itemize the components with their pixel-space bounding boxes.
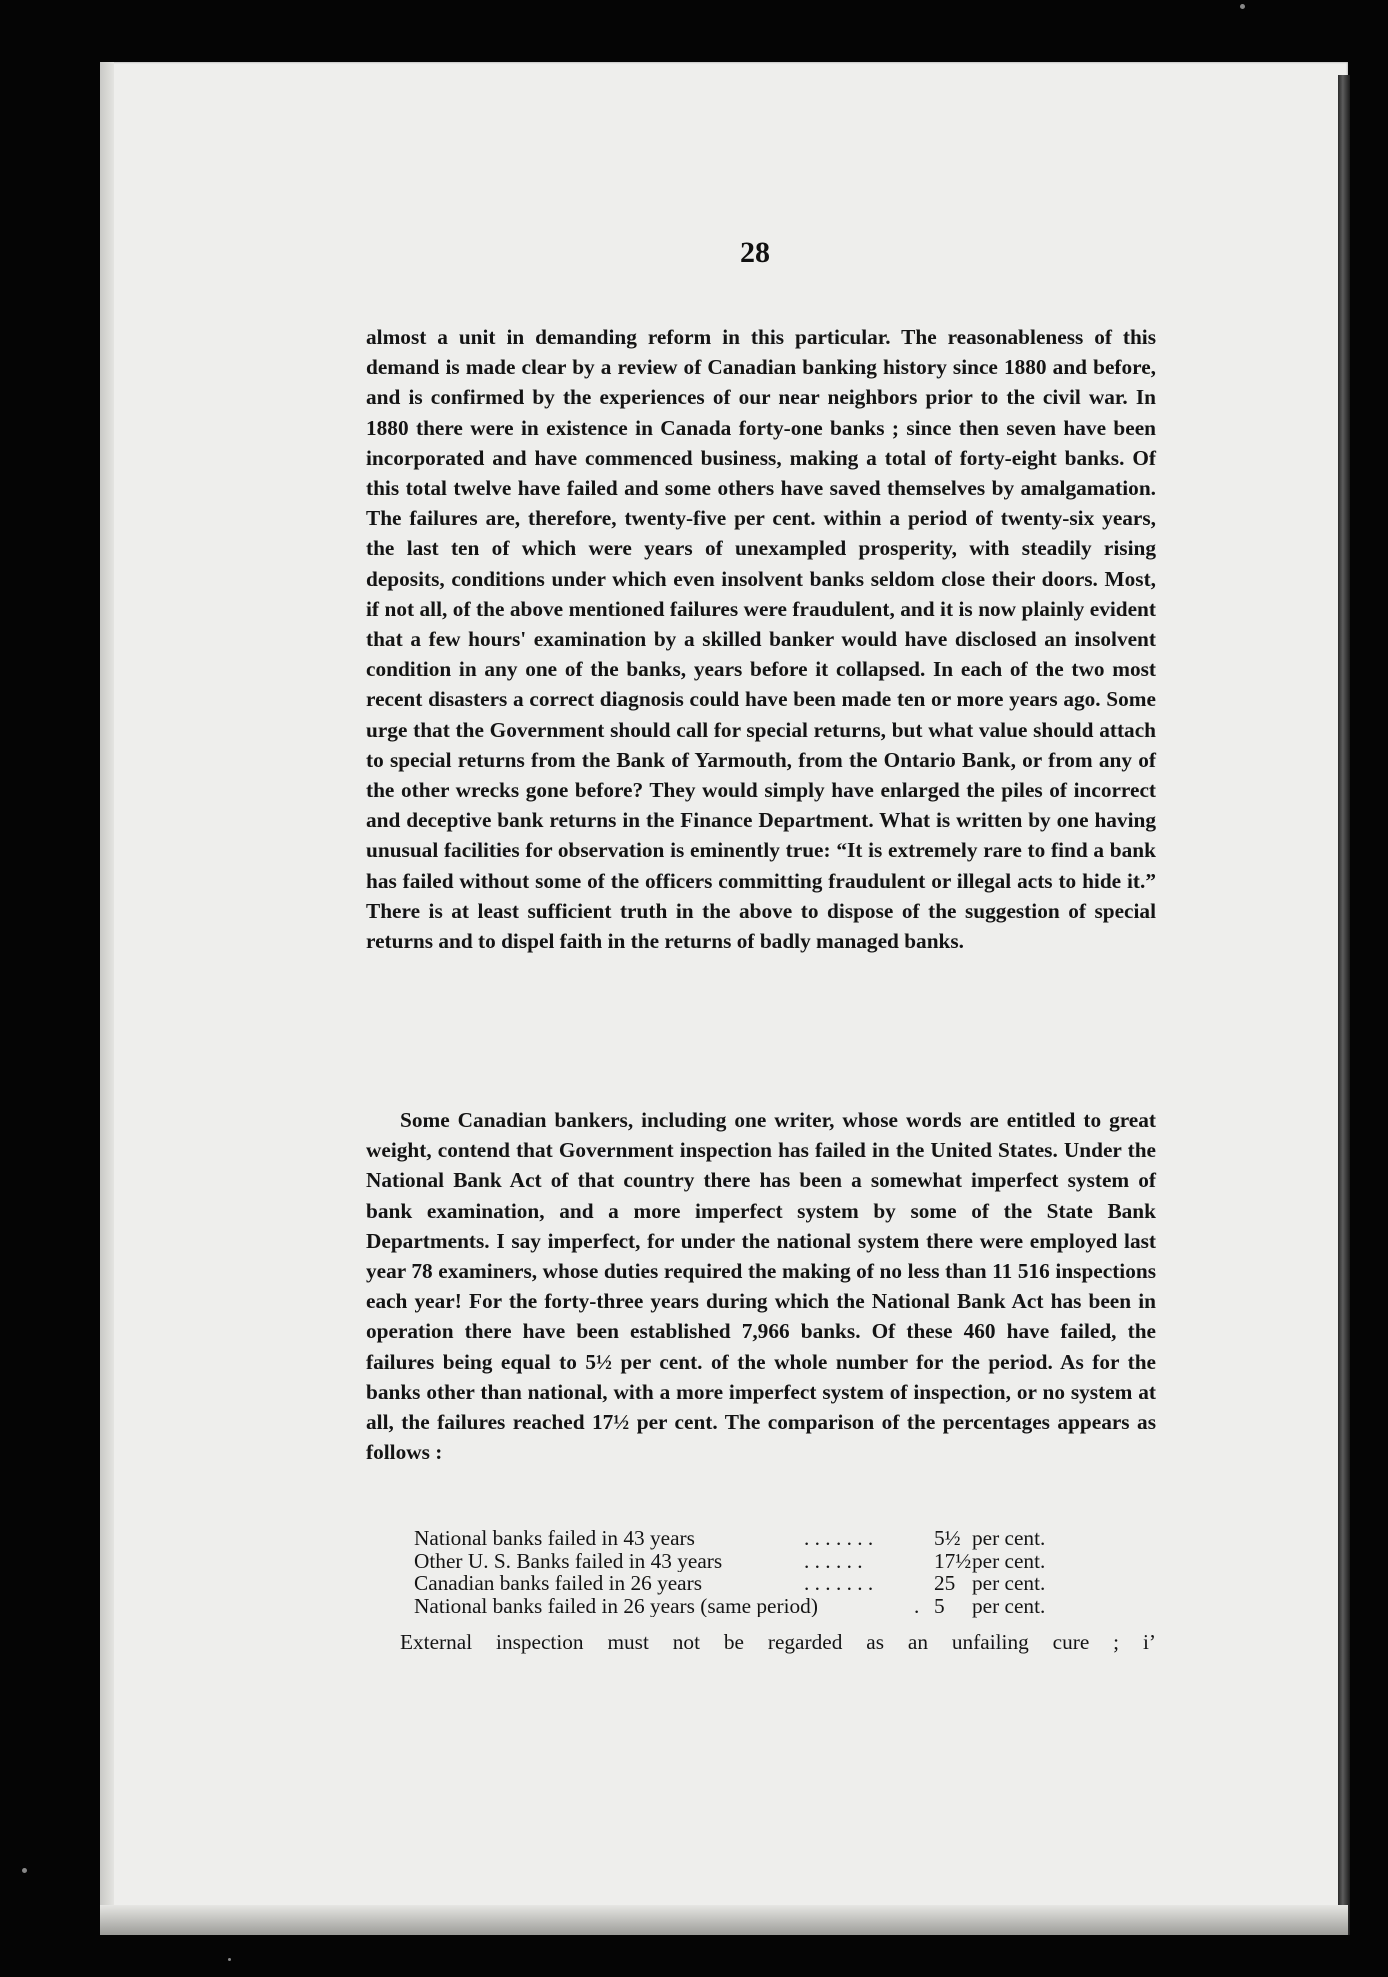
scan-speck (1240, 4, 1245, 9)
row-label: Canadian banks failed in 26 years (414, 1572, 703, 1595)
row-unit: per cent. (972, 1548, 1046, 1573)
table-row (414, 1572, 1045, 1595)
leader-dots: . . . . . . . (804, 1526, 874, 1550)
scan-speck (22, 1868, 27, 1873)
paragraph-1-text: almost a unit in demanding reform in this particular. The reasonableness of this demand is made clear by a review of Canadian banking history since 1880 and before, and is confirmed by the experiences of our near neighbors prior to the civil war. In 1880 there were in existence in Canada forty-one banks ; since then seven have been incorporated and have commenced business, making a total of forty-eight banks. Of this total twelve have failed and some others have saved themselves by amalgamation. The failures are, therefore, twenty-five per cent. within a period of twenty-six years, the last ten of which were years of unexampled prosperity, with steadily rising deposits, conditions under which even insolvent banks seldom close their doors. Most, if not all, of the above mentioned failures were fraudulent, and it is now plainly evident that a few hours' examination by a skilled banker would have disclosed an insolvent condition in any one of the banks, years before it collapsed. In each of the two most recent disasters a correct diagnosis could have been made ten or more years ago. Some urge that the Government should call for special returns, but what value should attach to special returns from the Bank of Yarmouth, from the Ontario Bank, or from any of the other wrecks gone before? They would simply have enlarged the piles of incorrect and deceptive bank returns in the Finance Department. What is written by one having unusual facilities for observation is eminently true: “It is extremely rare to find a bank has failed without some of the officers committing fraudulent or illegal acts to hide it.” There is at least sufficient truth in the above to dispose of the suggestion of special returns and to dispel faith in the returns of badly managed banks. (366, 325, 1156, 954)
table-row (414, 1527, 1045, 1550)
page-number: 28 (740, 236, 770, 269)
body-paragraph-2: Some Canadian bankers, including one writer, whose words are entitled to great weight, contend that Government inspection has failed in the United States. Under the National Bank Act of that country there has been a somewhat imperfect system of bank examination, and a more imperfect system by some of the State Bank Departments. I say imperfect, for under the national system there were employed last year 78 examiners, whose duties required the making of no less than 11 516 inspections each year! For the forty-three years during which the National Bank Act has been in operation there have been established 7,966 banks. Of these 460 have failed, the failures being equal to 5½ per cent. of the whole number for the period. As for the banks other than national, with a more imperfect system of inspection, or no system at all, the failures reached 17½ per cent. The comparison of the percentages appears as follows : (366, 1108, 1156, 1465)
leader-dots: . . . . . . (804, 1548, 863, 1573)
leader-dots: . (914, 1593, 920, 1618)
row-unit: per cent. (972, 1593, 1046, 1618)
final-text-line: External inspection must not be regarded as an unfailing cure ; i’ (400, 1630, 1156, 1654)
row-label: National banks failed in 26 years (same period) (414, 1594, 818, 1617)
table-row (414, 1595, 1045, 1618)
scan-speck (228, 1958, 231, 1961)
right-page-edge (1338, 75, 1350, 1935)
failure-percentage-table (414, 1527, 1045, 1617)
row-label: Other U. S. Banks failed in 43 years (414, 1549, 723, 1572)
table-row (414, 1550, 1045, 1573)
row-value: 17½ (934, 1548, 972, 1573)
row-unit: per cent. (972, 1571, 1046, 1595)
leader-dots: . . . . . . . (804, 1571, 874, 1595)
row-value: 25 (934, 1571, 956, 1595)
bottom-page-shadow (100, 1905, 1348, 1935)
row-value: 5½ (934, 1526, 961, 1550)
row-unit: per cent. (972, 1526, 1046, 1550)
row-label: National banks failed in 43 years (414, 1527, 695, 1550)
row-value: 5 (934, 1593, 945, 1618)
left-page-edge (100, 62, 114, 1934)
body-paragraph-1 (366, 322, 1156, 956)
